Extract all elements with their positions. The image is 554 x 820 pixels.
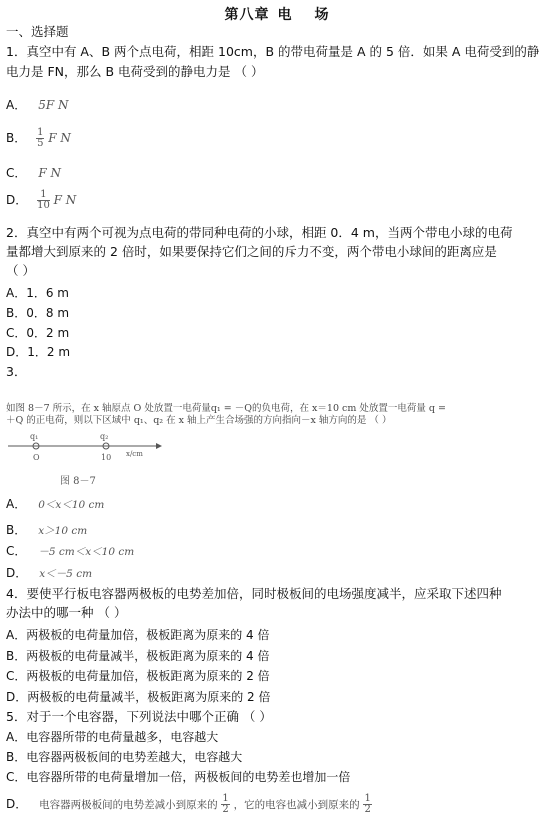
q3-line-2: ＋Q 的正电荷，则以下区域中 q₁、q₂ 在 x 轴上产生合场强的方向指向－x 轴方向的是 （ ） (6, 415, 392, 426)
q1-fraction-d: $\frac{1}{10}$ (37, 189, 50, 211)
fig-unit-label: x/cm (126, 450, 143, 458)
q5-option-a: A．电容器所带的电荷量越多，电容越大 (6, 730, 219, 744)
q3-axis-figure (6, 432, 176, 468)
q4-option-c: C．两极板的电荷量加倍，极板距离为原来的 2 倍 (6, 669, 270, 683)
q5-fraction-1: $\frac{1}{2}$ (222, 793, 229, 815)
q3-line-1: 如图 8－7 所示，在 x 轴原点 O 处放置一电荷量q₁ = －Q的负电荷，在 x＝10 cm 处放置一电荷量 q = (6, 403, 446, 414)
q1-option-b: B． $\frac{1}{5}$ F N (6, 127, 71, 149)
title-word-1: 电 (277, 7, 293, 23)
q2-option-d: D．1．2 m (6, 345, 71, 359)
q1-line-1: 1．真空中有 A、B 两个点电荷，相距 10cm，B 的带电荷量是 A 的 5 倍．如果 A 电荷受到的静 (6, 44, 540, 59)
q2-option-b: B．0．8 m (6, 306, 70, 320)
fig-q1-label: q₁ (30, 432, 39, 441)
q4-line-1: 4．要使平行板电容器两极板的电势差加倍，同时极板间的电场强度减半，应采取下述四种 (6, 586, 502, 601)
q2-line-2: 量都增大到原来的 2 倍时，如果要保持它们之间的斥力不变，两个带电小球间的距离应是 (6, 244, 497, 259)
q2-line-1: 2．真空中有两个可视为点电荷的带同种电荷的小球，相距 0．4 m，当两个带电小球的电荷 (6, 225, 513, 240)
figure-caption: 图 8－7 (60, 476, 96, 487)
q5-line-1: 5．对于一个电容器，下列说法中哪个正确 （ ） (6, 709, 272, 724)
q1-option-c: C． F N (6, 166, 62, 180)
section-heading: 一、选择题 (6, 24, 69, 39)
page-title (0, 4, 554, 24)
q1-option-d: D． $\frac{1}{10}$ F N (6, 189, 77, 211)
q1-line-2: 电力是 FN，那么 B 电荷受到的静电力是 （ ） (6, 64, 264, 79)
fig-origin-label: O (33, 453, 40, 462)
q5-fraction-2: $\frac{1}{2}$ (364, 793, 371, 815)
q1-fraction-b: $\frac{1}{5}$ (37, 127, 44, 149)
q3-option-c: C． －5 cm＜x＜10 cm (6, 544, 135, 558)
q3-option-b: B． x＞10 cm (6, 523, 88, 537)
q2-option-c: C．0．2 m (6, 326, 70, 340)
q5-option-b: B．电容器两极板间的电势差越大，电容越大 (6, 750, 243, 764)
q3-option-a: A． 0＜x＜10 cm (6, 497, 105, 511)
q4-option-a: A．两极板的电荷量加倍，极板距离为原来的 4 倍 (6, 628, 270, 642)
q1-option-a: A． 5F N (6, 98, 69, 112)
q5-option-c: C．电容器所带的电荷量增加一倍，两极板间的电势差也增加一倍 (6, 770, 351, 784)
q4-option-b: B．两极板的电荷量减半，极板距离为原来的 4 倍 (6, 649, 270, 663)
fig-tick-label: 10 (101, 453, 112, 462)
q3-number: 3． (6, 364, 27, 379)
q3-stem-scan (6, 403, 552, 427)
chapter-label: 第八章 (224, 7, 270, 23)
q2-option-a: A．1．6 m (6, 286, 69, 300)
fig-q2-label: q₂ (100, 432, 109, 441)
q2-line-3: （ ） (6, 263, 35, 278)
q3-option-d: D． x＜－5 cm (6, 566, 93, 580)
title-word-2: 场 (314, 7, 330, 23)
q4-line-2: 办法中的哪一种 （ ） (6, 605, 127, 620)
q4-option-d: D．两极板的电荷量减半，极板距离为原来的 2 倍 (6, 690, 271, 704)
q5-option-d: D． 电容器两极板间的电势差减小到原来的 $\frac{1}{2}$ ，它的电容也减小到原来的 $\frac{1}{2}$ (6, 793, 371, 815)
